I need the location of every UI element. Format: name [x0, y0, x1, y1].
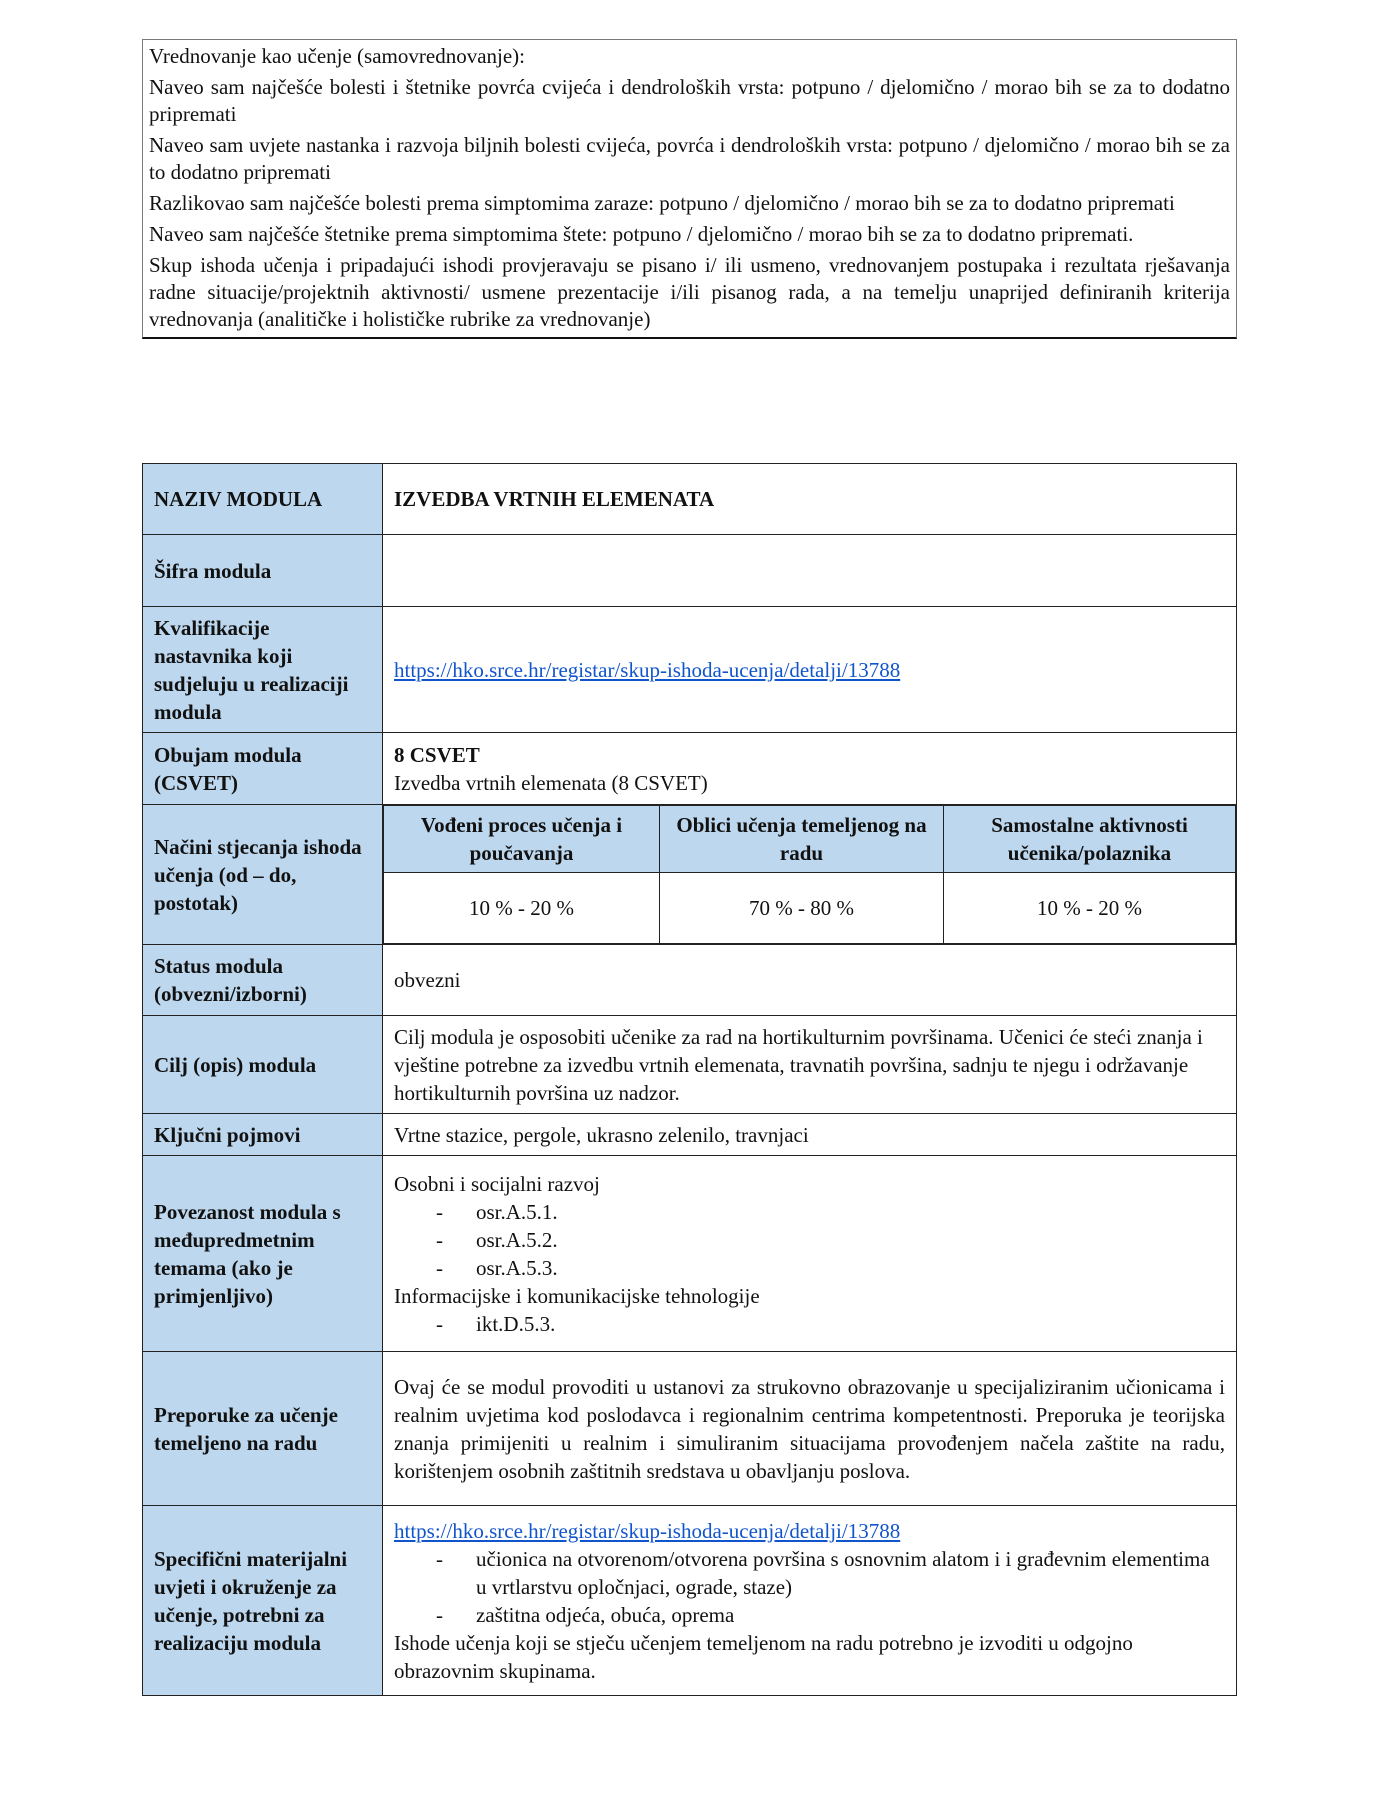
- row-module-status: [143, 945, 1237, 1016]
- row-teacher-qualifications: [143, 607, 1237, 733]
- material-conditions-note: Ishode učenja koji se stječu učenjem temeljenom na radu potrebno je izvoditi u odgojno obrazovnim skupinama.: [394, 1630, 1133, 1683]
- row-module-name: [143, 464, 1237, 535]
- module-code-value: [383, 535, 1237, 607]
- evaluation-assessment-note: Skup ishoda učenja i pripadajući ishodi provjeravaju se pisano i/ ili usmeno, vrednovanjem postupaka i rezultata rješavanja radne situacije/projektnih aktivnosti/ usmene prezentacije i/ili pisanog rada, a na temelju unaprijed definiranih kriterija vrednovanja (analitičke i holističke rubrike za vrednovanje): [149, 253, 1230, 331]
- work-based-learning-value: Ovaj će se modul provoditi u ustanovi za strukovno obrazovanje u specijaliziranim učionicama i realnim uvjetima kod poslodavca i regionalnim centrima kompetentnosti. Preporuka je teorijska znanja primijeniti u realnim i simuliranim situacijama provođenjem načela zaštite na radu, korištenjem osobnih zaštitnih sredstava u obavljanju poslova.: [383, 1352, 1237, 1506]
- acquisition-percentages-table: [383, 805, 1236, 944]
- teacher-qualifications-value: [383, 607, 1237, 733]
- module-code-label: Šifra modula: [143, 535, 383, 607]
- acquisition-header-guided: Vođeni proces učenja i poučavanja: [384, 806, 660, 873]
- row-material-conditions: [143, 1506, 1237, 1696]
- module-volume-label: Obujam modula (CSVET): [143, 733, 383, 805]
- module-name-label: NAZIV MODULA: [143, 464, 383, 535]
- cross-curricular-item: - osr.A.5.2.: [394, 1226, 1225, 1254]
- module-goal-label: Cilj (opis) modula: [143, 1016, 383, 1114]
- module-volume-credits: 8 CSVET: [394, 742, 480, 767]
- acquisition-header-work-based: Oblici učenja temeljenog na radu: [660, 806, 944, 873]
- module-goal-value: Cilj modula je osposobiti učenike za rad na hortikulturnim površinama. Učenici će steći znanja i vještine potrebne za izvedbu vrtnih elemenata, travnatih površina, sadnju te njegu i održavanje hortikulturnih površina uz nadzor.: [383, 1016, 1237, 1114]
- cross-curricular-group-title: Informacijske i komunikacijske tehnologije: [394, 1283, 760, 1308]
- cross-curricular-item: - osr.A.5.1.: [394, 1198, 1225, 1226]
- row-module-goal: [143, 1016, 1237, 1114]
- teacher-qualifications-label: Kvalifikacije nastavnika koji sudjeluju u realizaciji modula: [143, 607, 383, 733]
- module-table: [142, 463, 1237, 1696]
- module-name-value: IZVEDBA VRTNIH ELEMENATA: [383, 464, 1237, 535]
- acquisition-value-guided: 10 % - 20 %: [384, 873, 660, 944]
- evaluation-heading: Vrednovanje kao učenje (samovrednovanje):: [149, 44, 526, 68]
- cross-curricular-list: [394, 1198, 1225, 1282]
- self-evaluation-box: [142, 39, 1237, 339]
- material-conditions-item: - zaštitna odjeća, obuća, oprema: [394, 1601, 1225, 1629]
- acquisition-header-independent: Samostalne aktivnosti učenika/polaznika: [944, 806, 1236, 873]
- cross-curricular-label: Povezanost modula s međupredmetnim temama (ako je primjenljivo): [143, 1156, 383, 1352]
- row-work-based-learning: [143, 1352, 1237, 1506]
- keywords-value: Vrtne stazice, pergole, ukrasno zelenilo, travnjaci: [383, 1114, 1237, 1156]
- evaluation-item: Naveo sam najčešće bolesti i štetnike povrća cvijeća i dendroloških vrsta: potpuno / djelomično / morao bih se za to dodatno pripremati: [149, 75, 1230, 126]
- evaluation-item: Naveo sam najčešće štetnike prema simptomima štete: potpuno / djelomično / morao bih se za to dodatno pripremati.: [149, 222, 1134, 246]
- material-conditions-item: - učionica na otvorenom/otvorena površina s osnovnim alatom i i građevnim elementima u vrtlarstvu opločnjaci, ograde, staze): [394, 1545, 1225, 1601]
- acquisition-value-work-based: 70 % - 80 %: [660, 873, 944, 944]
- cross-curricular-item: - osr.A.5.3.: [394, 1254, 1225, 1282]
- material-conditions-value: [383, 1506, 1237, 1696]
- evaluation-item: Naveo sam uvjete nastanka i razvoja biljnih bolesti cvijeća, povrća i dendroloških vrsta: potpuno / djelomično / morao bih se za to dodatno pripremati: [149, 133, 1230, 184]
- module-volume-description: Izvedba vrtnih elemenata (8 CSVET): [394, 770, 708, 795]
- row-cross-curricular: [143, 1156, 1237, 1352]
- cross-curricular-item: - ikt.D.5.3.: [394, 1310, 1225, 1338]
- module-status-value: obvezni: [383, 945, 1237, 1016]
- row-module-code: [143, 535, 1237, 607]
- material-conditions-label: Specifični materijalni uvjeti i okruženje za učenje, potrebni za realizaciju modula: [143, 1506, 383, 1696]
- cross-curricular-value: [383, 1156, 1237, 1352]
- acquisition-methods-label: Načini stjecanja ishoda učenja (od – do, postotak): [143, 805, 383, 945]
- cross-curricular-group-title: Osobni i socijalni razvoj: [394, 1171, 600, 1196]
- row-module-volume: [143, 733, 1237, 805]
- module-status-label: Status modula (obvezni/izborni): [143, 945, 383, 1016]
- work-based-learning-label: Preporuke za učenje temeljeno na radu: [143, 1352, 383, 1506]
- module-volume-value: [383, 733, 1237, 805]
- material-conditions-link[interactable]: https://hko.srce.hr/registar/skup-ishoda-ucenja/detalji/13788: [394, 1518, 901, 1543]
- acquisition-methods-value: [383, 805, 1237, 945]
- acquisition-value-independent: 10 % - 20 %: [944, 873, 1236, 944]
- material-conditions-list: [394, 1545, 1225, 1629]
- cross-curricular-list: [394, 1310, 1225, 1338]
- row-acquisition-methods: [143, 805, 1237, 945]
- teacher-qualifications-link[interactable]: https://hko.srce.hr/registar/skup-ishoda-ucenja/detalji/13788: [394, 657, 901, 682]
- evaluation-item: Razlikovao sam najčešće bolesti prema simptomima zaraze: potpuno / djelomično / morao bih se za to dodatno pripremati: [149, 191, 1175, 215]
- keywords-label: Ključni pojmovi: [143, 1114, 383, 1156]
- row-keywords: [143, 1114, 1237, 1156]
